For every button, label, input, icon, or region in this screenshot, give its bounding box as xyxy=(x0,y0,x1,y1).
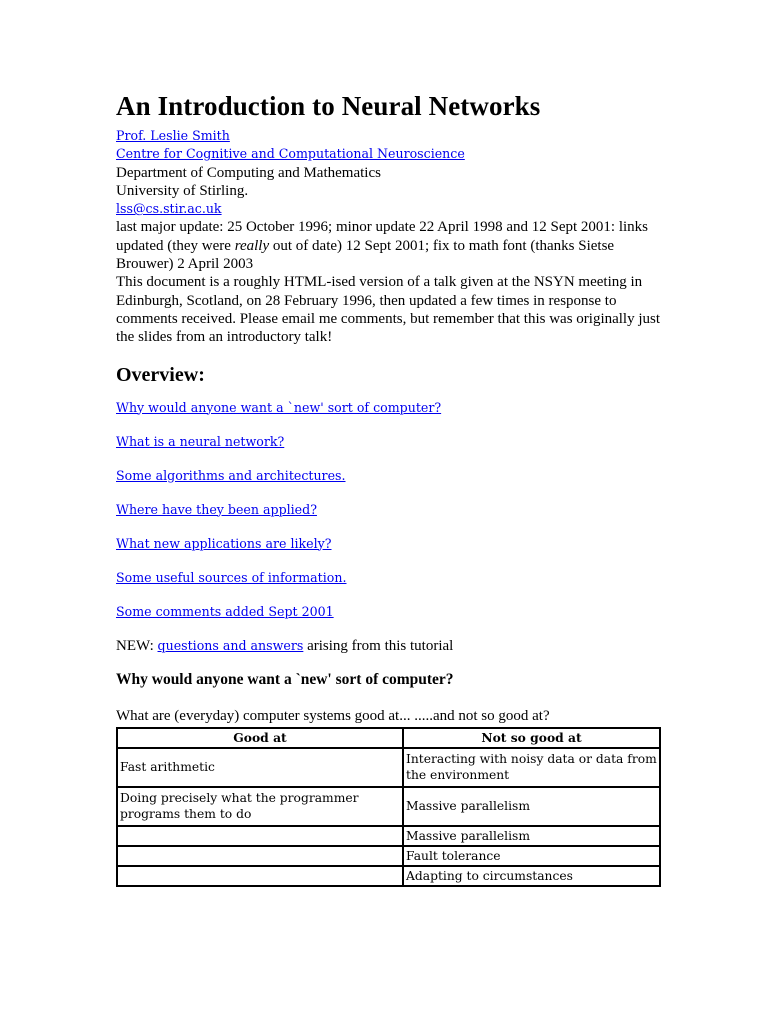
page-title: An Introduction to Neural Networks xyxy=(116,91,541,121)
update-text xyxy=(116,218,661,273)
overview-link-applied[interactable]: Where have they been applied? xyxy=(116,501,317,517)
questions-answers-link[interactable]: questions and answers xyxy=(157,637,304,653)
overview-link-comments-2001[interactable]: Some comments added Sept 2001 xyxy=(116,603,334,619)
list-item xyxy=(116,399,661,433)
centre-link[interactable]: Centre for Cognitive and Computational Neuroscience xyxy=(116,146,465,162)
list-item xyxy=(116,433,661,467)
list-item xyxy=(116,535,661,569)
overview-link-algorithms[interactable]: Some algorithms and architectures. xyxy=(116,467,346,483)
table-cell: Massive parallelism xyxy=(403,826,660,846)
table-cell: Adapting to circumstances xyxy=(403,866,660,886)
new-suffix: arising from this tutorial xyxy=(303,637,454,654)
update-text-part2: out of date) 12 Sept 2001; fix to math font (thanks Sietse Brouwer) 2 April 2003 xyxy=(116,237,615,273)
intro-text: This document is a roughly HTML-ised version of a talk given at the NSYN meeting in Edinburgh, Scotland, on 28 February 1996, then updated a few times in response to comments received. Please email me comments, but remember that this was originally just the slides from an introductory talk! xyxy=(116,274,661,346)
table-cell: Doing precisely what the programmer programs them to do xyxy=(117,787,403,826)
list-item xyxy=(116,603,661,637)
table-cell: Interacting with noisy data or data from the environment xyxy=(403,748,660,787)
comparison-table xyxy=(116,727,661,887)
list-item xyxy=(116,467,661,501)
list-item xyxy=(116,569,661,603)
update-text-part1: last major update: 25 October 1996; minor update 22 April 1998 and 12 Sept 2001: links updated (they were xyxy=(116,219,649,254)
overview-link-sources[interactable]: Some useful sources of information. xyxy=(116,569,347,585)
author-link[interactable]: Prof. Leslie Smith xyxy=(116,128,230,143)
update-text-emphasis: really xyxy=(234,237,270,254)
table-cell xyxy=(117,826,403,846)
email-link[interactable]: lss@cs.stir.ac.uk xyxy=(116,201,222,217)
table-header-not-so-good-at: Not so good at xyxy=(403,728,660,748)
table-cell: Fast arithmetic xyxy=(117,748,403,787)
overview-link-list xyxy=(116,399,661,637)
table-row xyxy=(117,866,660,886)
table-row xyxy=(117,826,660,846)
overview-link-neural-network[interactable]: What is a neural network? xyxy=(116,433,285,449)
section-heading: Why would anyone want a `new' sort of computer? xyxy=(116,670,454,688)
department-text: Department of Computing and Mathematics xyxy=(116,164,381,181)
table-row xyxy=(117,748,660,787)
table-header-good-at: Good at xyxy=(117,728,403,748)
overview-link-new-applications[interactable]: What new applications are likely? xyxy=(116,535,332,551)
new-prefix: NEW: xyxy=(116,637,158,654)
new-notice xyxy=(116,637,661,655)
university-text: University of Stirling. xyxy=(116,182,249,199)
table-cell xyxy=(117,866,403,886)
list-item xyxy=(116,501,661,535)
author-info xyxy=(116,127,661,347)
overview-heading: Overview: xyxy=(116,363,205,386)
table-cell: Fault tolerance xyxy=(403,846,660,866)
overview-link-new-computer[interactable]: Why would anyone want a `new' sort of computer? xyxy=(116,399,442,415)
table-cell xyxy=(117,846,403,866)
table-header-row xyxy=(117,728,660,748)
table-row xyxy=(117,846,660,866)
table-row xyxy=(117,787,660,826)
question-text: What are (everyday) computer systems good at... .....and not so good at? xyxy=(116,707,550,724)
table-cell: Massive parallelism xyxy=(403,787,660,826)
